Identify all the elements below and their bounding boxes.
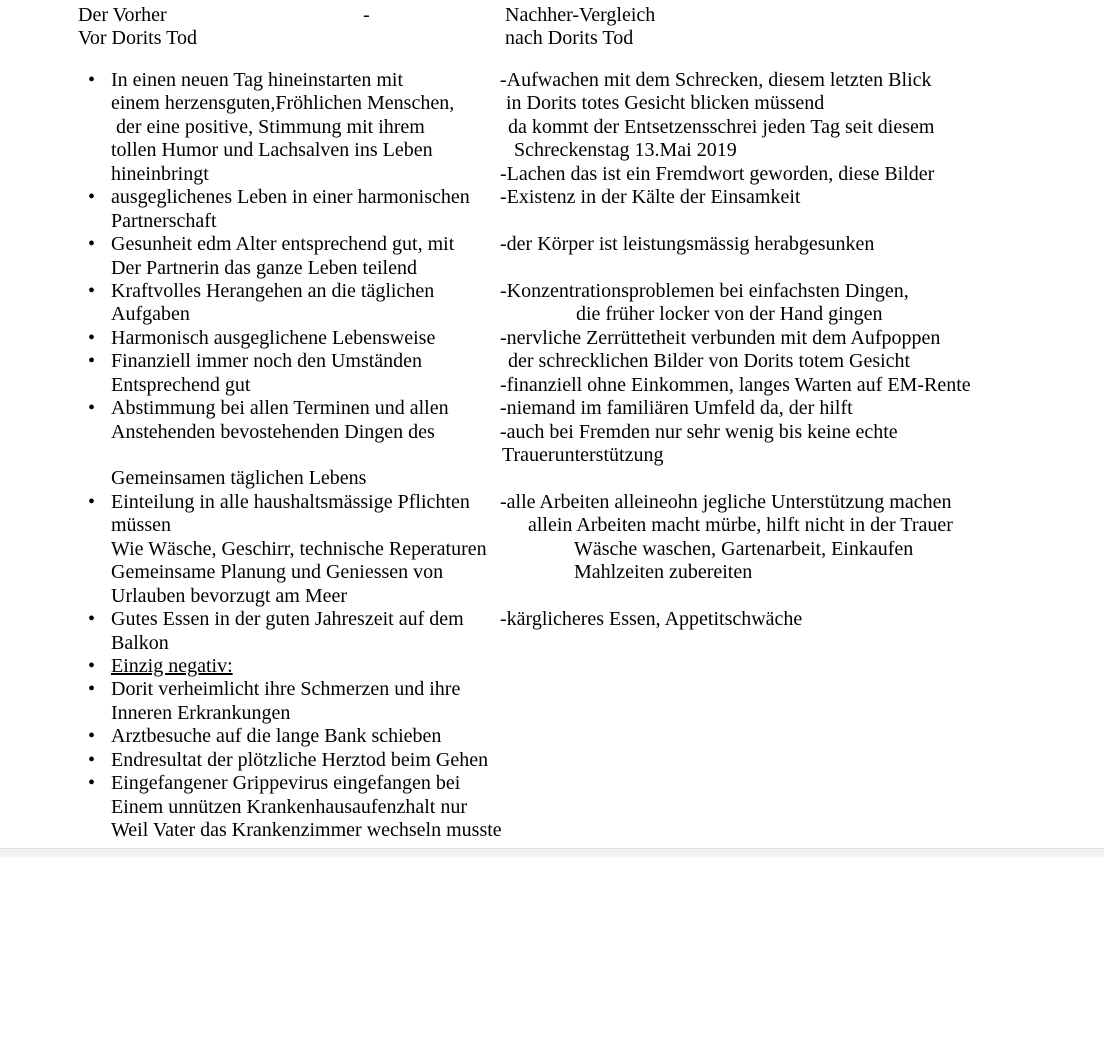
text-line xyxy=(500,561,1090,584)
line-text: -der Körper ist leistungsmässig herabgesunken xyxy=(500,233,875,256)
text-line xyxy=(500,186,1090,209)
line-text: -Konzentrationsproblemen bei einfachsten Dingen, xyxy=(500,279,909,302)
text-line xyxy=(88,490,556,514)
text-line xyxy=(500,280,1090,303)
bullet-icon: • xyxy=(88,678,96,701)
line-text: Einzig negativ: xyxy=(111,654,233,677)
line-text: Arztbesuche auf die lange Bank schieben xyxy=(111,725,442,748)
text-line xyxy=(88,608,556,631)
line-text: der eine positive, Stimmung mit ihrem xyxy=(116,115,425,138)
text-line xyxy=(500,421,1090,444)
text-line xyxy=(500,139,1090,162)
text-line xyxy=(88,725,556,748)
bullet-icon: • xyxy=(88,69,96,91)
text-line xyxy=(88,233,556,256)
text-line xyxy=(111,421,556,444)
header-subtitle-right: nach Dorits Tod xyxy=(505,27,634,49)
text-line xyxy=(500,444,1090,467)
line-text: Gemeinsame Planung und Geniessen von xyxy=(111,561,444,584)
line-text: müssen xyxy=(111,514,171,537)
line-text: Anstehenden bevostehenden Dingen des xyxy=(111,420,435,443)
text-line xyxy=(88,397,556,420)
bullet-icon: • xyxy=(88,186,96,209)
header-subtitle-left: Vor Dorits Tod xyxy=(78,27,197,49)
text-line xyxy=(500,69,1090,92)
bullet-icon: • xyxy=(88,654,96,677)
text-line xyxy=(500,257,1090,280)
line-text: -alle Arbeiten alleineohn jegliche Unterstützung machen xyxy=(500,490,952,513)
bullet-icon: • xyxy=(88,748,96,771)
line-text: Abstimmung bei allen Terminen und allen xyxy=(111,397,449,420)
bullet-icon: • xyxy=(88,490,96,513)
text-line xyxy=(88,326,556,350)
text-line xyxy=(88,186,556,209)
line-text: allein Arbeiten macht mürbe, hilft nicht in der Trauer xyxy=(528,514,953,537)
line-text: die früher locker von der Hand gingen xyxy=(576,303,883,326)
line-text: ausgeglichenes Leben in einer harmonischen xyxy=(111,186,470,209)
line-text: -Existenz in der Kälte der Einsamkeit xyxy=(500,186,801,209)
line-text: Aufgaben xyxy=(111,303,190,326)
bullet-icon: • xyxy=(88,725,96,748)
line-text: Der Partnerin das ganze Leben teilend xyxy=(111,256,417,279)
text-line xyxy=(500,514,1090,537)
bullet-icon: • xyxy=(88,279,96,302)
after-column xyxy=(500,69,1090,632)
header-title-right: Nachher-Vergleich xyxy=(505,4,656,26)
line-text: Wie Wäsche, Geschirr, technische Reperaturen xyxy=(111,537,487,560)
document-header-line-2 xyxy=(0,27,1104,50)
text-line xyxy=(111,538,556,561)
line-text: -nervliche Zerrüttetheit verbunden mit dem Aufpoppen xyxy=(500,326,941,349)
line-text: Inneren Erkrankungen xyxy=(111,701,291,724)
line-text: Einem unnützen Krankenhausaufenzhalt nur xyxy=(111,795,467,818)
line-text: Balkon xyxy=(111,631,169,654)
text-line xyxy=(500,116,1090,139)
line-text: Wäsche waschen, Gartenarbeit, Einkaufen xyxy=(574,537,914,560)
text-line xyxy=(500,233,1090,256)
line-text: Urlauben bevorzugt am Meer xyxy=(111,584,348,607)
text-line xyxy=(500,491,1090,514)
text-line xyxy=(500,397,1090,420)
line-text: Gutes Essen in der guten Jahreszeit auf dem xyxy=(111,608,464,631)
line-text: Gesunheit edm Alter entsprechend gut, mit xyxy=(111,233,455,256)
line-text: Weil Vater das Krankenzimmer wechseln musste xyxy=(111,819,502,841)
text-line xyxy=(500,374,1090,397)
line-text: Entsprechend gut xyxy=(111,373,251,396)
text-line xyxy=(111,303,556,326)
line-text: Finanziell immer noch den Umständen xyxy=(111,350,423,373)
text-line xyxy=(500,210,1090,233)
text-line xyxy=(111,444,556,467)
document-header-line-1 xyxy=(0,4,1104,27)
bullet-icon: • xyxy=(88,326,96,349)
bullet-icon: • xyxy=(88,233,96,256)
text-line xyxy=(500,303,1090,326)
text-line xyxy=(111,632,556,655)
line-text: Mahlzeiten zubereiten xyxy=(574,561,753,584)
line-text: hineinbringt xyxy=(111,162,209,185)
line-text: Einteilung in alle haushaltsmässige Pflichten xyxy=(111,490,470,513)
line-text: der schrecklichen Bilder von Dorits totem Gesicht xyxy=(508,350,911,373)
text-line xyxy=(88,748,556,772)
text-line xyxy=(500,92,1090,115)
line-text: -finanziell ohne Einkommen, langes Warten auf EM-Rente xyxy=(500,373,971,396)
line-text: Trauerunterstützung xyxy=(502,444,664,466)
header-title-left: Der Vorher xyxy=(78,4,167,26)
line-text: -kärglicheres Essen, Appetitschwäche xyxy=(500,608,803,631)
text-line xyxy=(88,654,556,678)
line-text: in Dorits totes Gesicht blicken müssend xyxy=(506,92,825,115)
line-text: -Lachen das ist ein Fremdwort geworden, diese Bilder xyxy=(500,162,935,185)
text-line xyxy=(111,514,556,537)
line-text: Gemeinsamen täglichen Lebens xyxy=(111,467,367,490)
text-line xyxy=(500,350,1090,373)
text-line xyxy=(88,350,556,373)
text-line xyxy=(111,585,556,608)
text-line xyxy=(88,678,556,701)
before-column xyxy=(88,69,556,842)
text-line xyxy=(500,538,1090,561)
line-text: In einen neuen Tag hineinstarten mit xyxy=(111,69,404,91)
header-separator-dash: - xyxy=(363,4,370,26)
text-line xyxy=(111,210,556,233)
line-text: -niemand im familiären Umfeld da, der hilft xyxy=(500,397,853,420)
text-line xyxy=(500,585,1090,608)
text-line xyxy=(111,92,556,115)
line-text: tollen Humor und Lachsalven ins Leben xyxy=(111,139,433,162)
line-text: Endresultat der plötzliche Herztod beim Gehen xyxy=(111,748,489,771)
text-line xyxy=(88,279,556,303)
line-text: -auch bei Fremden nur sehr wenig bis keine echte xyxy=(500,420,898,443)
text-line xyxy=(111,163,556,186)
text-line xyxy=(500,327,1090,350)
line-text: -Aufwachen mit dem Schrecken, diesem letzten Blick xyxy=(500,69,932,91)
line-text: Partnerschaft xyxy=(111,209,217,232)
text-line xyxy=(111,374,556,397)
line-text: einem herzensguten,Fröhlichen Menschen, xyxy=(111,92,455,115)
line-text: Kraftvolles Herangehen an die täglichen xyxy=(111,279,435,302)
text-line xyxy=(111,467,556,490)
text-line xyxy=(111,796,556,819)
line-text: Schreckenstag 13.Mai 2019 xyxy=(514,139,737,162)
line-text: Eingefangener Grippevirus eingefangen bei xyxy=(111,772,461,795)
text-line xyxy=(111,257,556,280)
text-line xyxy=(500,608,1090,631)
horizontal-divider xyxy=(0,848,1104,857)
line-text: da kommt der Entsetzensschrei jeden Tag seit diesem xyxy=(508,115,935,138)
bullet-icon: • xyxy=(88,772,96,795)
line-text: Dorit verheimlicht ihre Schmerzen und ihre xyxy=(111,678,461,701)
text-line xyxy=(111,139,556,162)
text-line xyxy=(111,561,556,584)
bullet-icon: • xyxy=(88,608,96,631)
text-line xyxy=(111,702,556,725)
text-line xyxy=(88,69,556,92)
line-text: Harmonisch ausgeglichene Lebensweise xyxy=(111,326,436,349)
text-line xyxy=(88,772,556,795)
text-line xyxy=(111,116,556,139)
text-line xyxy=(500,467,1090,490)
text-line xyxy=(500,163,1090,186)
text-line xyxy=(111,819,556,842)
bullet-icon: • xyxy=(88,350,96,373)
bullet-icon: • xyxy=(88,397,96,420)
